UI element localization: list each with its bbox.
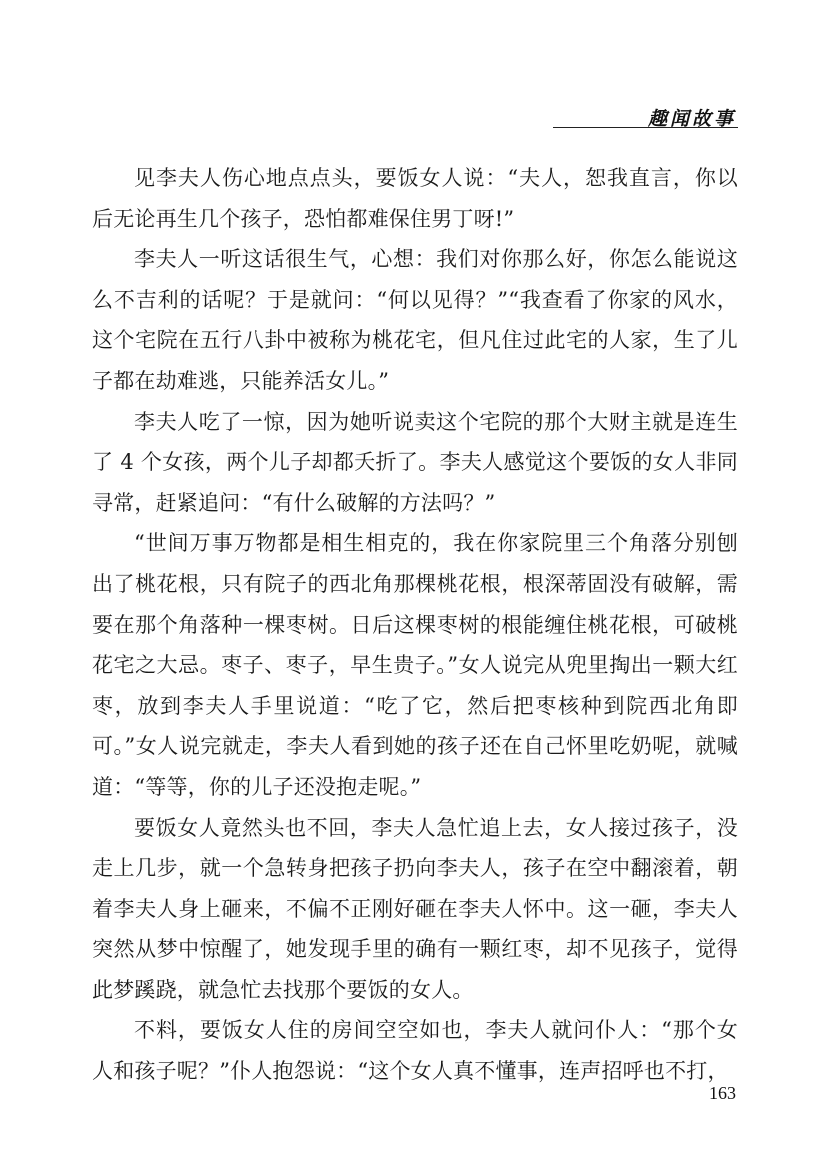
page-body: [92, 158, 738, 1092]
paragraph: 李夫人一听这话很生气，心想：我们对你那么好，你怎么能说这么不吉利的话呢？于是就问：“何以见得？”“我查看了你家的风水，这个宅院在五行八卦中被称为桃花宅，但凡住过此宅的人家，生了儿子都在劫难逃，只能养活女儿。”: [92, 247, 738, 393]
running-header-title: 趣闻故事: [647, 108, 736, 130]
paragraph: 李夫人吃了一惊，因为她听说卖这个宅院的那个大财主就是连生了 4 个女孩，两个儿子却都夭折了。李夫人感觉这个要饭的女人非同寻常，赶紧追问：“有什么破解的方法吗？”: [92, 409, 738, 515]
header-rule: [553, 127, 738, 128]
page-number: 163: [709, 1083, 736, 1103]
paragraph: 见李夫人伤心地点点头，要饭女人说：“夫人，恕我直言，你以后无论再生几个孩子，恐怕都难保住男丁呀!”: [92, 166, 738, 231]
paragraph: “世间万事万物都是相生相克的，我在你家院里三个角落分别刨出了桃花根，只有院子的西北角那棵桃花根，根深蒂固没有破解，需要在那个角落种一棵枣树。日后这棵枣树的根能缠住桃花根，可破桃花宅之大忌。枣子、枣子，早生贵子。”女人说完从兜里掏出一颗大红枣，放到李夫人手里说道：“吃了它，然后把枣核种到院西北角即可。”女人说完就走，李夫人看到她的孩子还在自己怀里吃奶呢，就喊道：“等等，你的儿子还没抱走呢。”: [92, 531, 738, 799]
paragraph: 要饭女人竟然头也不回，李夫人急忙追上去，女人接过孩子，没走上几步，就一个急转身把孩子扔向李夫人，孩子在空中翻滚着，朝着李夫人身上砸来，不偏不正刚好砸在李夫人怀中。这一砸，李夫人突然从梦中惊醒了，她发现手里的确有一颗红枣，却不见孩子，觉得此梦蹊跷，就急忙去找那个要饭的女人。: [92, 815, 738, 1002]
paragraph: 不料，要饭女人住的房间空空如也，李夫人就问仆人：“那个女人和孩子呢？”仆人抱怨说：“这个女人真不懂事，连声招呼也不打，: [92, 1018, 738, 1084]
